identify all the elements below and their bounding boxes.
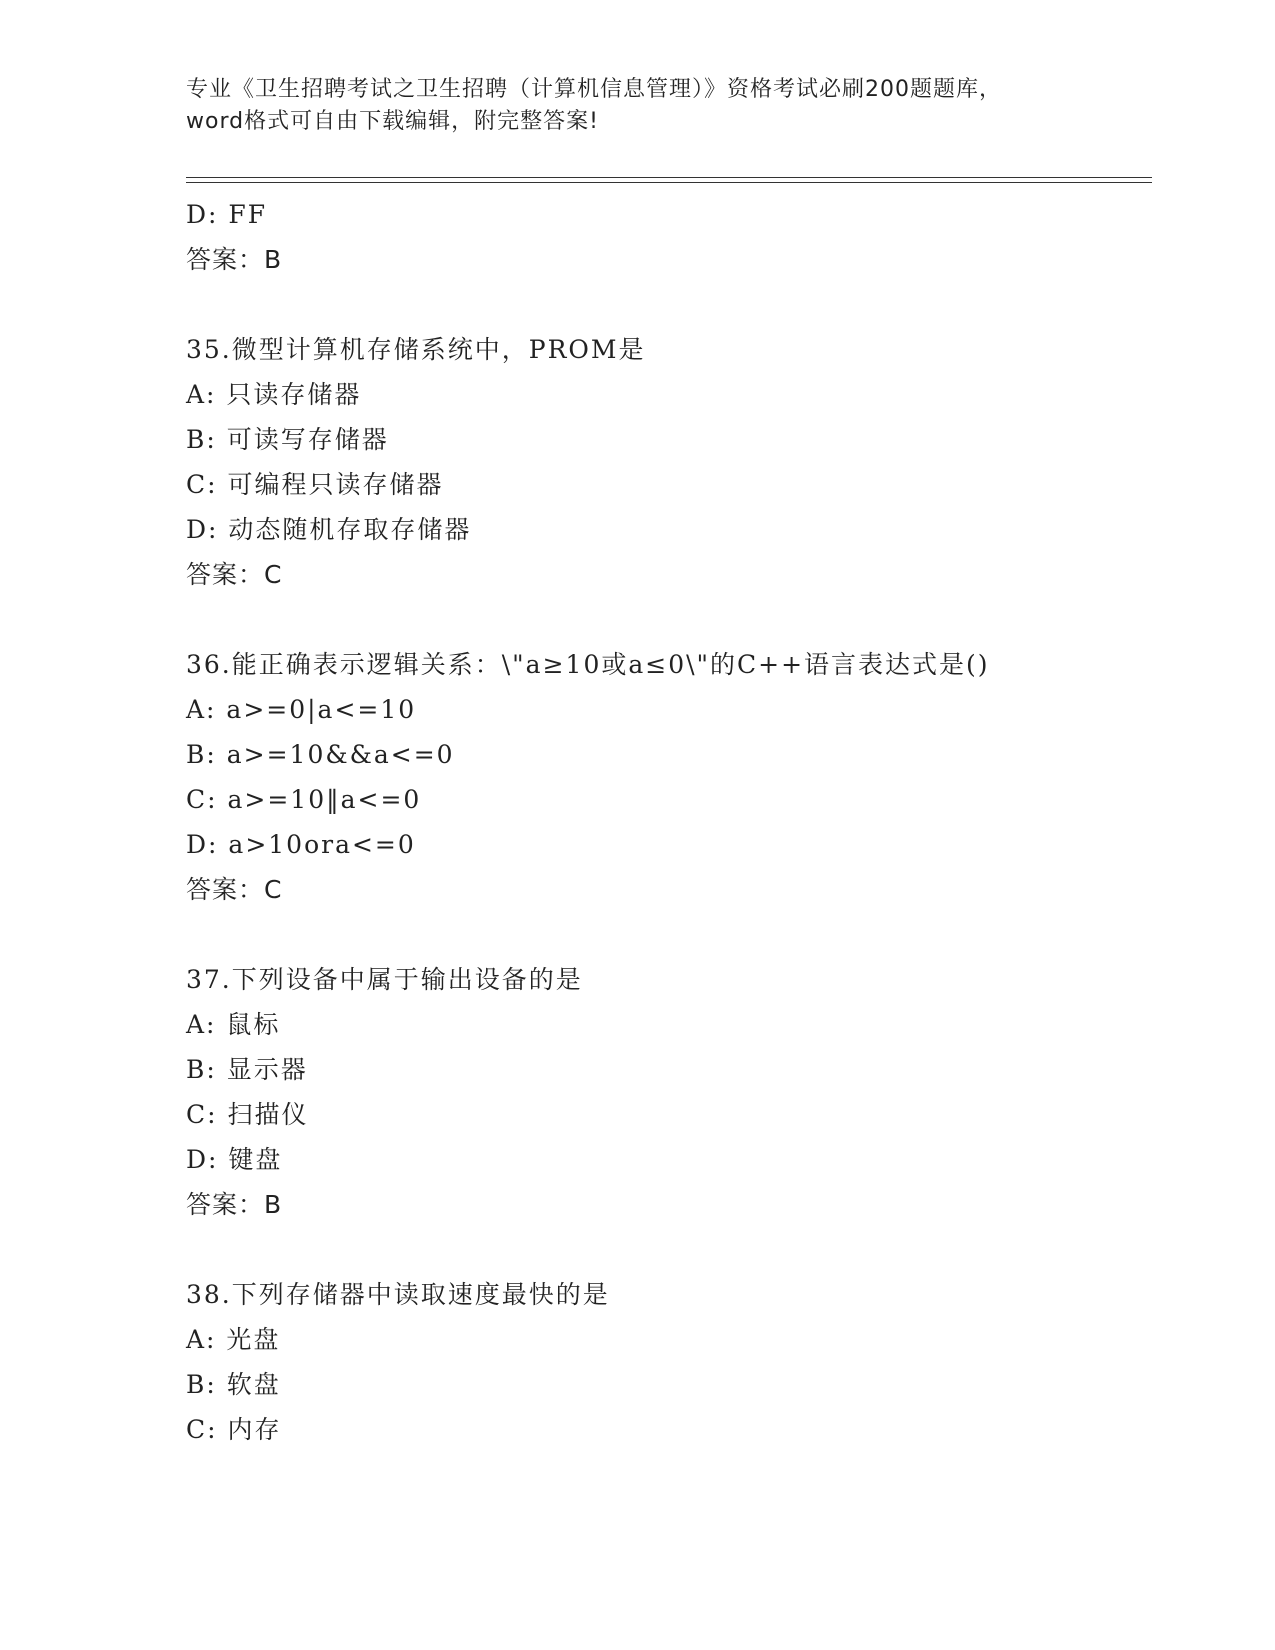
option-d: D: a>10ora<=0 — [186, 830, 416, 859]
option-d: D: 动态随机存取存储器 — [186, 515, 472, 544]
question-stem: 36.能正确表示逻辑关系：\"a≥10或a≤0\"的C++语言表达式是() — [186, 650, 990, 679]
option-b: B: 显示器 — [186, 1055, 308, 1084]
question-stem: 35.微型计算机存储系统中，PROM是 — [186, 335, 646, 364]
spacer — [186, 1227, 1166, 1272]
answer-line: 答案：B — [186, 245, 283, 274]
question-35 — [186, 327, 1166, 597]
option-a: A: 鼠标 — [186, 1010, 281, 1039]
header-title-line-2: word格式可自由下载编辑，附完整答案! — [186, 109, 599, 134]
option-b: B: a>=10&&a<=0 — [186, 740, 455, 769]
question-38 — [186, 1272, 1166, 1452]
option-c: C: 扫描仪 — [186, 1100, 309, 1129]
option-a: A: 光盘 — [186, 1325, 281, 1354]
option-c: C: a>=10‖a<=0 — [186, 785, 422, 814]
header-title-line-1: 专业《卫生招聘考试之卫生招聘（计算机信息管理）》资格考试必刷200题题库， — [186, 77, 1002, 102]
header-divider-top — [186, 177, 1152, 178]
answer-line: 答案：C — [186, 560, 283, 589]
spacer — [186, 597, 1166, 642]
option-d: D: FF — [186, 200, 268, 229]
answer-line: 答案：C — [186, 875, 283, 904]
option-c: C: 内存 — [186, 1415, 282, 1444]
answer-line: 答案：B — [186, 1190, 283, 1219]
question-36 — [186, 642, 1166, 912]
header-divider-bottom — [186, 182, 1152, 183]
question-list — [186, 192, 1166, 1452]
option-b: B: 可读写存储器 — [186, 425, 389, 454]
option-d: D: 键盘 — [186, 1145, 283, 1174]
spacer — [186, 282, 1166, 327]
option-c: C: 可编程只读存储器 — [186, 470, 444, 499]
option-a: A: 只读存储器 — [186, 380, 362, 409]
option-b: B: 软盘 — [186, 1370, 281, 1399]
option-a: A: a>=0|a<=10 — [186, 695, 417, 724]
question-stem: 37.下列设备中属于输出设备的是 — [186, 965, 583, 994]
question-stem: 38.下列存储器中读取速度最快的是 — [186, 1280, 610, 1309]
spacer — [186, 912, 1166, 957]
previous-question-tail — [186, 192, 1166, 282]
document-header — [186, 74, 1106, 138]
question-37 — [186, 957, 1166, 1227]
